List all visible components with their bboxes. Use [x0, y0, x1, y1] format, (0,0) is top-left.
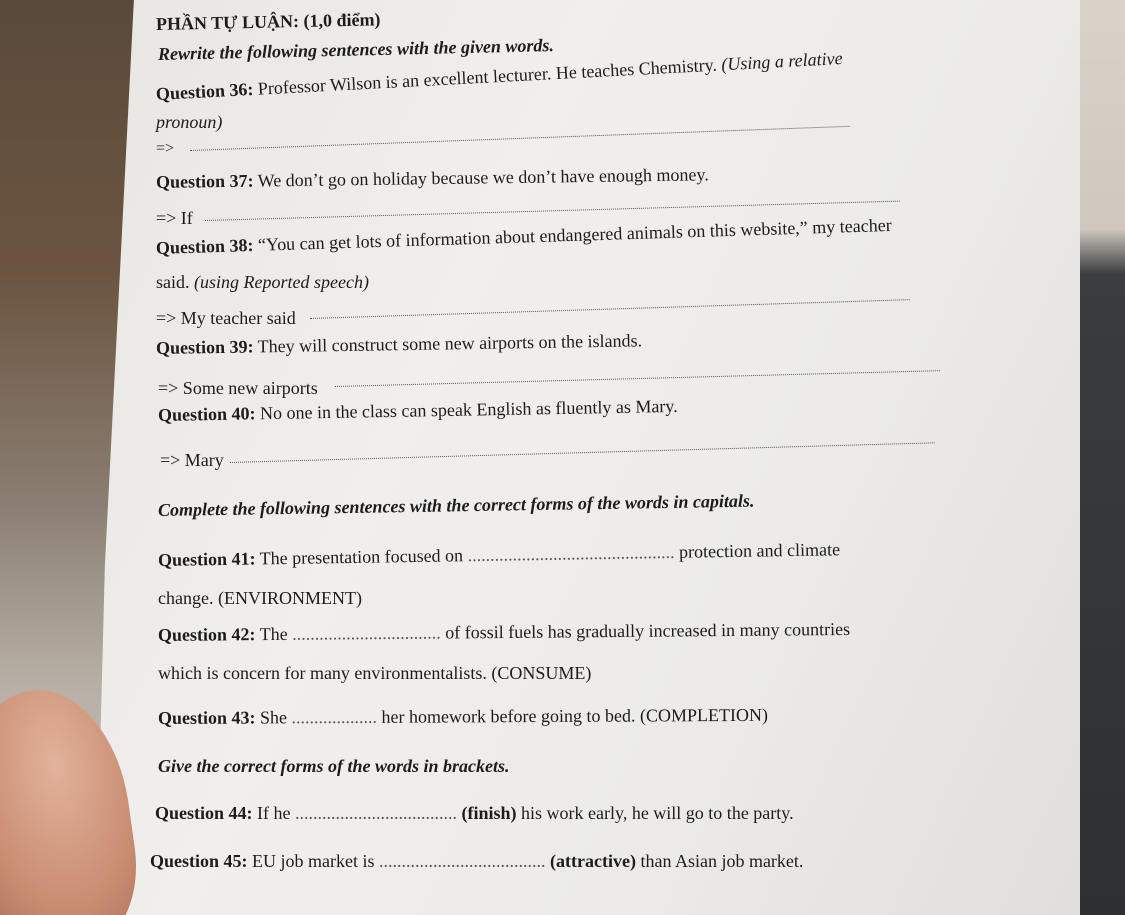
question-43-blank[interactable]: ................... — [291, 706, 378, 728]
question-42-before: The — [259, 623, 288, 645]
question-41-before: The presentation focused on — [259, 545, 464, 569]
question-39-answer-prefix: => Some new airports — [158, 378, 318, 398]
question-36-hint-cont: pronoun) — [156, 112, 223, 132]
question-37-text: We don’t go on holiday because we don’t have enough money. — [257, 164, 709, 191]
question-37-label: Question 37: — [155, 170, 254, 192]
question-37-answer-prefix: => If — [156, 208, 193, 228]
section-header: PHẦN TỰ LUẬN: (1,0 điểm) — [155, 9, 381, 34]
question-41-label: Question 41: — [157, 548, 256, 570]
question-41-line2: change. (ENVIRONMENT) — [158, 588, 362, 608]
question-45-before: EU job market is — [252, 851, 375, 871]
question-41-after: protection and climate — [678, 539, 841, 562]
question-44-word: (finish) — [461, 803, 517, 823]
question-43-label: Question 43: — [157, 707, 256, 728]
question-38-line2 — [156, 272, 369, 293]
question-44-blank[interactable]: .................................... — [295, 803, 457, 823]
question-40-text: No one in the class can speak English as fluently as Mary. — [259, 395, 678, 424]
question-40-label: Question 40: — [157, 403, 256, 425]
question-45 — [150, 851, 803, 872]
question-43-before: She — [259, 707, 288, 728]
question-45-label: Question 45: — [150, 851, 248, 871]
question-44-label: Question 44: — [155, 803, 253, 823]
question-36-hint: (Using a relative — [720, 48, 844, 75]
question-38-text: “You can get lots of information about endangered animals on this website,” my teacher — [257, 214, 892, 255]
question-38-label: Question 38: — [155, 234, 254, 258]
question-45-word: (attractive) — [550, 851, 636, 871]
question-43 — [158, 705, 768, 729]
question-45-after: than Asian job market. — [640, 851, 804, 871]
question-38-text-cont: said. — [156, 272, 190, 292]
question-44-after: his work early, he will go to the party. — [521, 803, 794, 823]
worksheet-paper — [95, 0, 1080, 915]
question-45-blank[interactable]: ..................................... — [379, 851, 546, 871]
question-42-line2: which is concern for many environmentalists. (CONSUME) — [158, 663, 592, 683]
section2-instruction: Complete the following sentences with the correct forms of the words in capitals. — [157, 490, 755, 520]
question-36-text: Professor Wilson is an excellent lecturer. He teaches Chemistry. — [257, 54, 718, 99]
question-42-label: Question 42: — [157, 624, 256, 645]
question-38-answer-prefix: => My teacher said — [156, 308, 296, 328]
question-44 — [155, 803, 794, 824]
question-39-label: Question 39: — [155, 336, 254, 358]
question-41-blank[interactable]: .............................................. — [467, 541, 675, 566]
section3-instruction: Give the correct forms of the words in brackets. — [158, 756, 510, 776]
question-42-after: of fossil fuels has gradually increased in many countries — [445, 618, 851, 643]
question-42-blank[interactable]: ................................. — [292, 622, 441, 644]
question-44-before: If he — [257, 803, 291, 823]
question-43-after: her homework before going to bed. (COMPLETION) — [381, 704, 768, 727]
question-36-label: Question 36: — [155, 78, 254, 104]
question-39-text: They will construct some new airports on the islands. — [257, 330, 643, 357]
question-36-answer-prefix: => — [156, 140, 175, 157]
section1-instruction: Rewrite the following sentences with the given words. — [157, 35, 555, 64]
question-38-hint: (using Reported speech) — [194, 272, 369, 292]
question-40-answer-prefix: => Mary — [160, 450, 224, 470]
